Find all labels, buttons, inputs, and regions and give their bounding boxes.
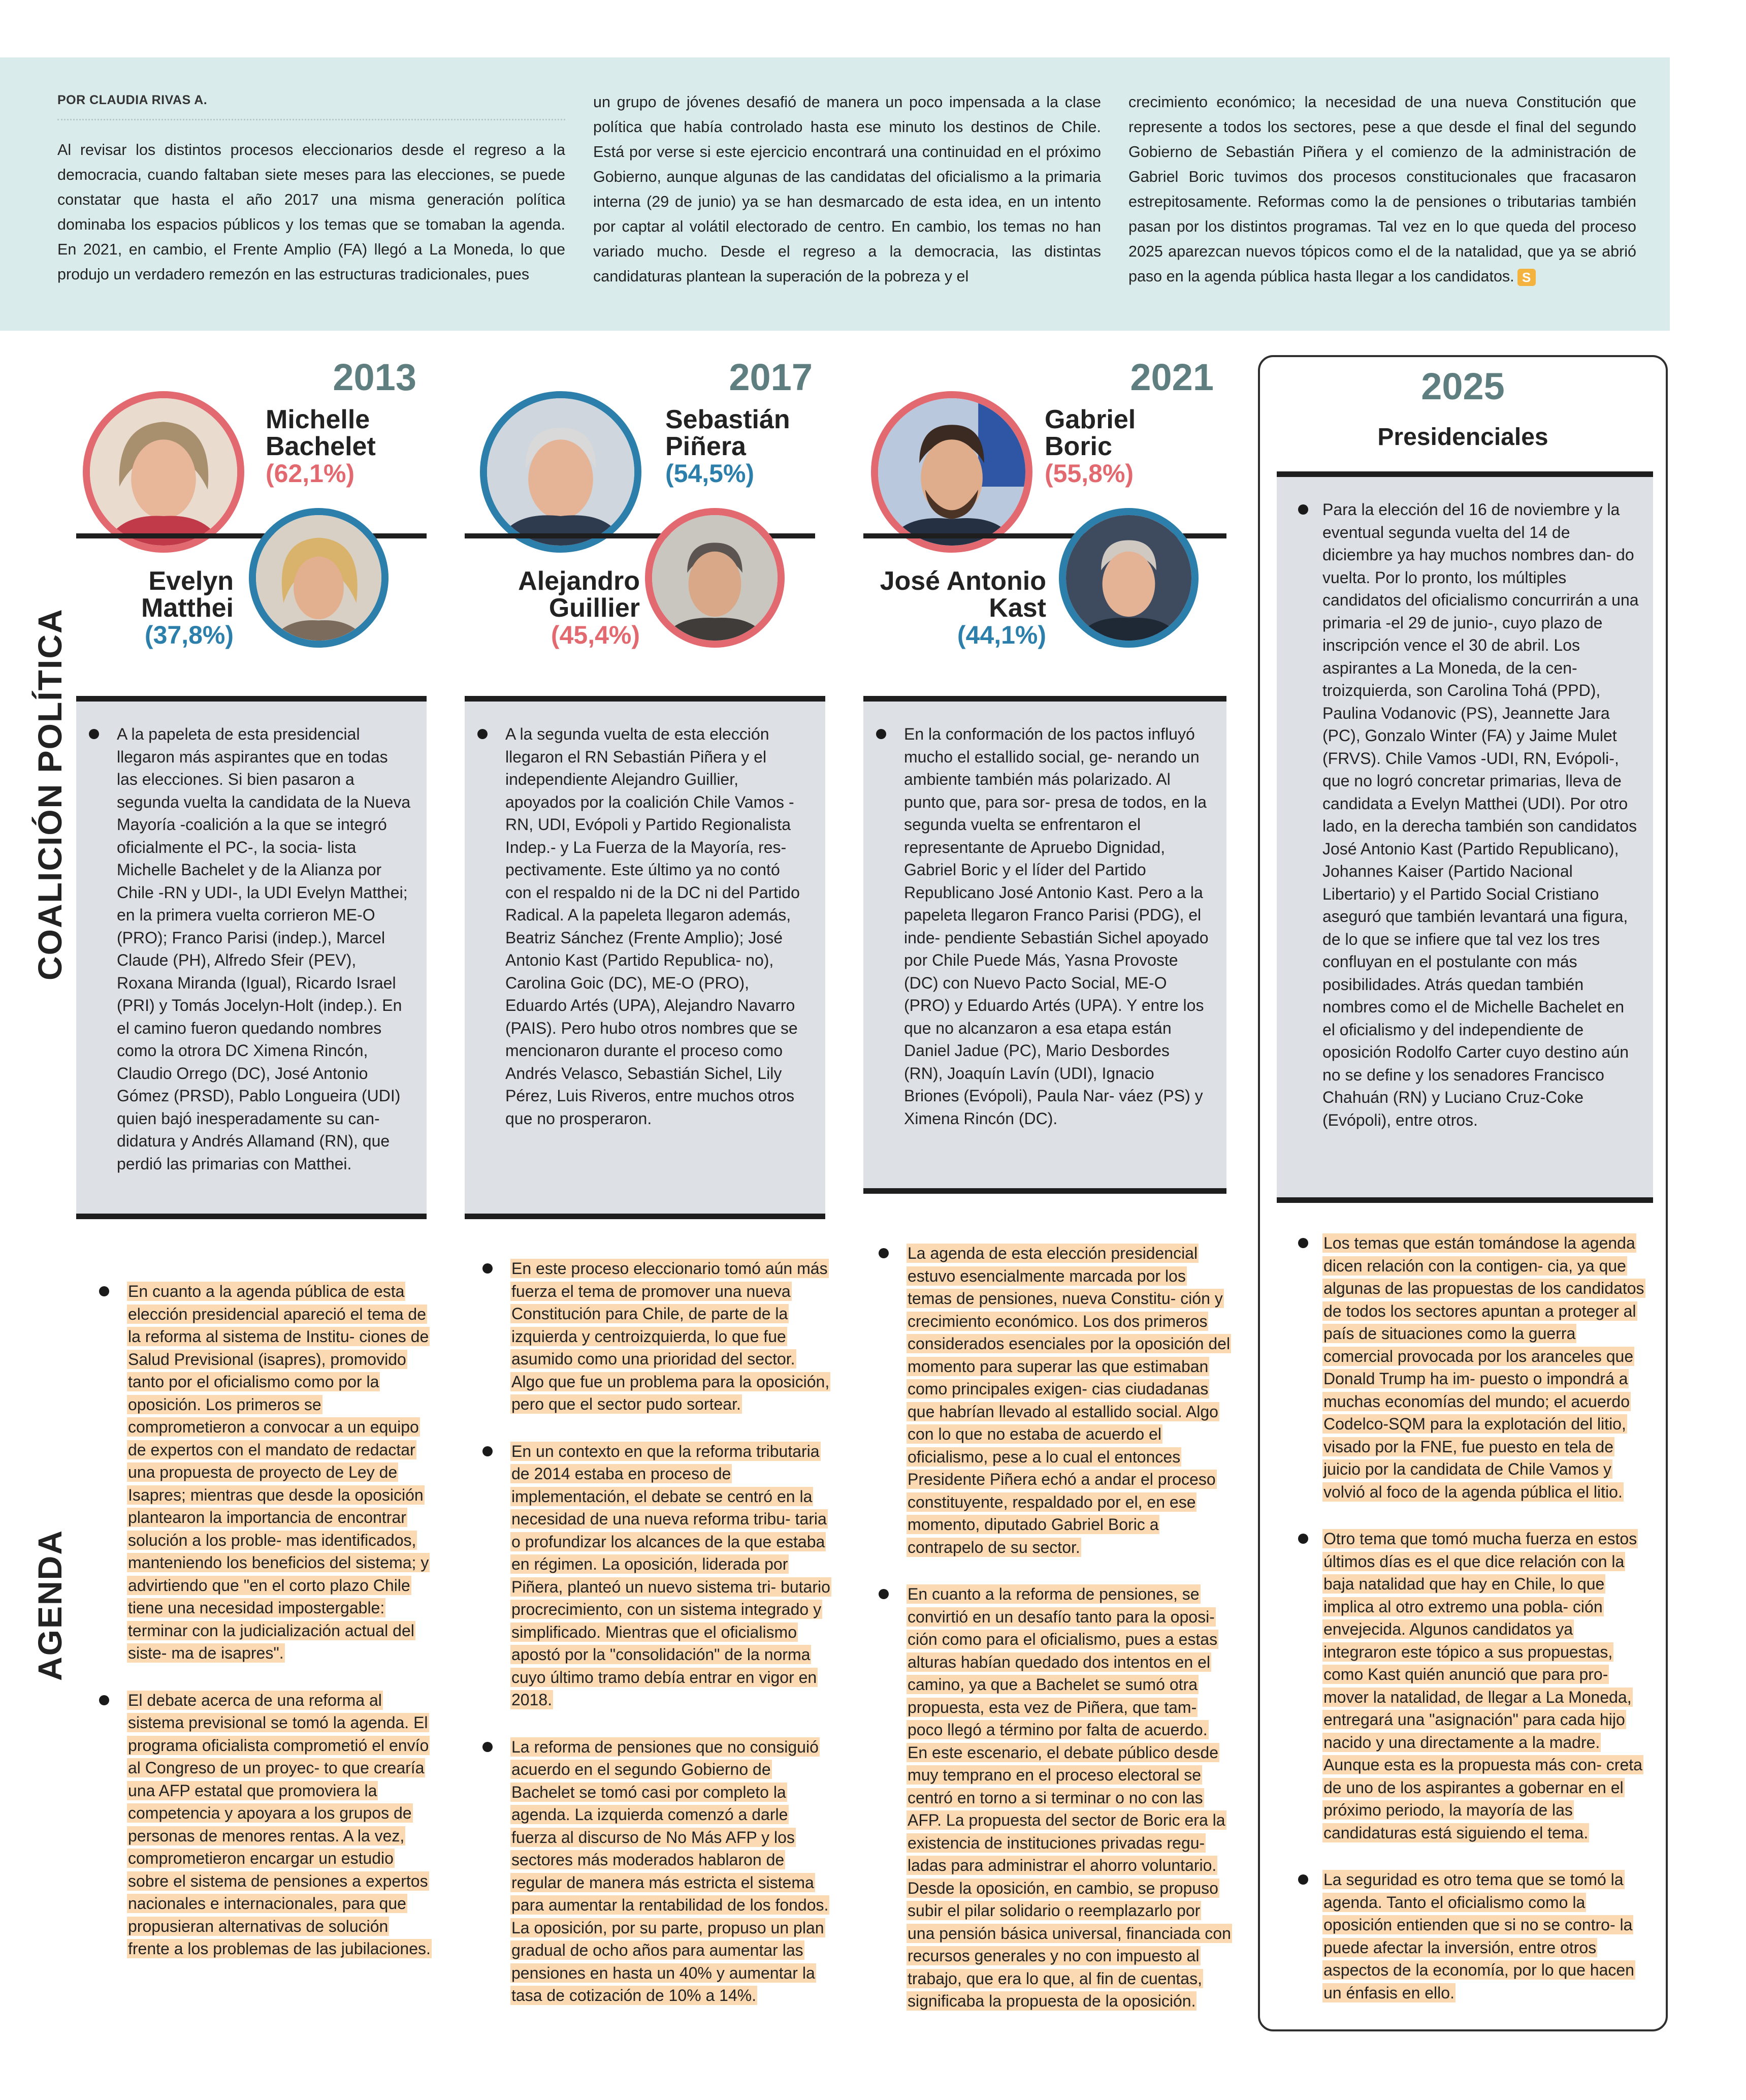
intro-text-1: Al revisar los distintos procesos eleccionarios desde el regreso a la democracia, cuando faltaban siete meses para las elecciones, se puede constatar que hasta el año 2017 una misma generación política dominaba los espacios públicos y los temas que se tomaban la agenda. En 2021, en cambio, el Frente Amplio (FA) llegó a La Moneda, lo que produjo un verdadero remezón en las estructuras tradicionales, pues (57, 141, 565, 283)
bullet-icon (477, 729, 488, 739)
kast-photo (1059, 508, 1199, 648)
panel-2025 (1258, 355, 1668, 2031)
winner-pct: (62,1%) (266, 459, 355, 488)
coalicion-item (76, 723, 411, 1175)
bullet-icon (1298, 1238, 1308, 1248)
boric-photo (871, 391, 1032, 553)
loser-last-name: Guillier (548, 593, 640, 623)
intro-column-2 (593, 90, 1101, 289)
end-mark-icon: S (1517, 269, 1536, 286)
bullet-icon (1298, 1874, 1308, 1885)
loser-last-name: Kast (989, 593, 1046, 623)
winner-last-name: Bachelet (266, 432, 376, 461)
intro-column-1 (57, 93, 565, 287)
agenda-text: La seguridad es otro tema que se tomó la agenda. Tanto el oficialismo como la oposición entienden que si no se contro- la puede afectar la inversión, entre otros aspectos de la economía, por lo que hacen un énfasis en ello. (1323, 1870, 1634, 2002)
agenda-2021 (866, 1242, 1232, 2037)
intro-text-3 (1128, 90, 1636, 289)
panel-subtitle: Presidenciales (1377, 424, 1548, 451)
loser-last-name: Matthei (141, 593, 234, 623)
winner-first-name: Gabriel (1045, 405, 1136, 434)
winner-first-name: Sebastián (665, 405, 790, 434)
coalicion-text: A la segunda vuelta de esta elección llegaron el RN Sebastián Piñera y el independiente Alejandro Guillier, apoyados por la coalición Chile Vamos -RN, UDI, Evópoli y Partido Regionalista Indep.- y La Fuerza de la Mayoría, res- pectivamente. Este último ya no contó con el respaldo ni de la DC ni del Partido Radical. A la papeleta llegaron además, Beatriz Sánchez (Frente Amplio); José Antonio Kast (Partido Republica- no), Carolina Goic (DC), ME-O (PRO), Eduardo Artés (UPA), Alejandro Navarro (PAIS). Pero hubo otros nombres que se mencionaron durante el proceso como Andrés Velasco, Sebastián Sichel, Lily Pérez, Luis Riveros, entre muchos otros que no prosperaron. (505, 725, 800, 1128)
bullet-icon (1298, 504, 1308, 515)
agenda-text: En cuanto a la agenda pública de esta elección presidencial apareció el tema de la reforma al sistema de Institu- ciones de Salud Previsional (isapres), promovido tanto por el oficialismo como por la oposición. Los primeros se comprometieron a convocar a un equipo de expertos con el mandato de redactar una propuesta de proyecto de Ley de Isapres; mientras que desde la oposición plantearon la importancia de encontrar solución a los proble- mas identificados, manteniendo los beneficios del sistema; y advirtiendo que "en el corto plazo Chile tiene una necesidad impostergable: terminar con la judicialización actual del siste- ma de isapres". (128, 1282, 429, 1662)
year-2025: 2025 (1421, 365, 1505, 407)
coalicion-box-2021 (863, 696, 1226, 1194)
agenda-text: El debate acerca de una reforma al sistema previsional se tomó la agenda. El programa oficialista comprometió el envío al Congreso de un proyec- to que crearía una AFP estatal que promoviera la competencia y apoyara a los grupos de personas de menores rentas. A la vez, comprometieron encargar un estudio sobre el sistema de pensiones a expertos nacionales e internacionales, para que propusieran alternativas de solución frente a los problemas de las jubilaciones. (128, 1691, 431, 1958)
year-2021: 2021 (1130, 356, 1214, 398)
pinera-photo (480, 391, 641, 553)
agenda-text: En este proceso eleccionario tomó aún más fuerza el tema de promover una nueva Constitución para Chile, de parte de la izquierda y centroizquierda, lo que fue asumido como una prioridad del sector. Algo que fue un problema para la oposición, pero que el sector pudo sortear. (511, 1259, 830, 1413)
bullet-icon (89, 729, 99, 739)
winner-2017 (665, 406, 790, 487)
bullet-icon (879, 1248, 889, 1258)
loser-2021 (874, 568, 1046, 649)
intro-column-3 (1128, 90, 1636, 289)
agenda-2017 (470, 1257, 830, 2031)
agenda-text: La reforma de pensiones que no consiguió acuerdo en el segundo Gobierno de Bachelet se tomó casi por completo la agenda. La izquierda comenzó a darle fuerza al discurso de No Más AFP y los sectores más moderados hablaron de regular de manera más estricta el sistema para aumentar la rentabilidad de los fondos. La oposición, por su parte, propuso un plan gradual de ocho años para aumentar las pensiones en hasta un 40% y aumentar la tasa de cotización de 10% a 14%. (511, 1737, 829, 2004)
coalicion-item (465, 723, 810, 1130)
winner-2013 (266, 406, 376, 487)
label-agenda: AGENDA (31, 1530, 69, 1681)
year-2017: 2017 (729, 356, 813, 398)
coalicion-text: Para la elección del 16 de noviembre y la eventual segunda vuelta del 14 de diciembre ya hay muchos nombres dan- do vuelta. Por lo pronto, los múltiples candidatos del oficialismo concurrirán a una primaria -el 29 de junio-, cuyo plazo de inscripción vence el 30 de abril. Los aspirantes a La Moneda, de la cen- troizquierda, son Carolina Tohá (PPD), Paulina Vodanovic (PS), Jeannette Jara (PC), Gonzalo Winter (FA) y Jaime Mulet (FRVS). Chile Vamos -UDI, RN, Evópoli-, que no logró concretar primarias, lleva de candidata a Evelyn Matthei (UDI). Por otro lado, en la derecha también son candidatos José Antonio Kast (Partido Republicano), Johannes Kaiser (Partido Nacional Libertario) y el Partido Social Cristiano aseguró que también levantará una figura, de lo que se infiere que tal vez los tres confluyan en el postulante con más posibilidades. Atrás quedan también nombres como el de Michelle Bachelet en el oficialismo y del independiente de oposición Rodolfo Carter cuyo destino aún no se define y los senadores Francisco Chahuán (RN) y Luciano Cruz-Coke (Evópoli), entre otros. (1322, 500, 1639, 1129)
matthei-photo (249, 508, 389, 648)
agenda-item (1277, 1528, 1647, 1844)
agenda-2025 (1277, 1232, 1647, 2028)
winner-first-name: Michelle (266, 405, 370, 434)
agenda-item (866, 1242, 1232, 1558)
agenda-text: La agenda de esta elección presidencial estuvo esencialmente marcada por los temas de pensiones, nueva Constitu- ción y crecimiento económico. Los dos primeros considerados esenciales por la oposición del momento para superar las que estimaban como principales exigen- cias ciudadanas que habrían llevado al estallido social. Algo con lo que no estaba de acuerdo el oficialismo, pese a lo cual el entonces Presidente Piñera echó a andar el proceso constituyente, respaldado por el, en ese momento, diputado Gabriel Boric a contrapelo de su sector. (908, 1244, 1231, 1556)
winner-2021 (1045, 406, 1136, 487)
bullet-icon (1298, 1534, 1308, 1544)
intro-band (0, 57, 1670, 331)
bullet-icon (99, 1695, 109, 1705)
agenda-2013 (86, 1280, 432, 1985)
loser-pct: (44,1%) (957, 621, 1046, 649)
agenda-text: En cuanto a la reforma de pensiones, se convirtió en un desafío tanto para la oposi- ción como para el oficialismo, pues a estas alturas habían quedado dos intentos en el camino, ya que a Bachelet se sumó otra propuesta, esta vez de Piñera, que tam- poco llegó a término por falta de acuerdo. En este escenario, el debate público desde muy temprano en el proceso electoral se centró en torno a si terminar o no con las AFP. La propuesta del sector de Boric era la existencia de instituciones privadas regu- ladas para administrar el ahorro voluntario. Desde la oposición, en cambio, se propuso subir el pilar solidario o reemplazarlo por una pensión básica universal, financiada con recursos generales y no con impuesto al trabajo, que era lo que, al fin de cuentas, significaba la propuesta de la oposición. (908, 1585, 1231, 2010)
coalicion-box-2013 (76, 696, 427, 1219)
bullet-icon (879, 1589, 889, 1599)
intro-text-2: un grupo de jóvenes desafió de manera un poco impensada a la clase política que había controlado hasta ese minuto los destinos de Chile. Está por verse si este ejercicio encontrará una continuidad en el próximo Gobierno, aunque algunas de las candidatas del oficialismo a la primaria interna (29 de junio) ya se han desmarcado de esta idea, en un intento por captar al volátil electorado de centro. En cambio, los temas no han variado mucho. Desde el regreso a la democracia, las distintas candidaturas plantean la superación de la pobreza y el (593, 93, 1101, 285)
agenda-text: Los temas que están tomándose la agenda dicen relación con la contigen- cia, ya que algunas de las propuestas de los candidatos de todos los sectores apuntan a proteger al país de situaciones como la guerra comercial provocada por los aranceles que Donald Trump ha im- puesto o impondrá a muchas economías del mundo; el acuerdo Codelco-SQM para la explotación del litio, visado por la FNE, fue puesto en tela de juicio por la candidata de Chile Vamos y volvió al foco de la agenda pública el litio. (1323, 1234, 1644, 1501)
loser-first-name: Evelyn (148, 566, 234, 596)
agenda-text: En un contexto en que la reforma tributaria de 2014 estaba en proceso de implementación, el debate se centró en la necesidad de una nueva reforma tribu- taria o profundizar los alcances de la que estaba en régimen. La oposición, liderada por Piñera, planteó un nuevo sistema tri- butario procrecimiento, con un sistema integrado y simplificado. Mientras que el oficialismo apostó por la "consolidación" de la norma cuyo último tramo debía entrar en vigor en 2018. (511, 1442, 830, 1709)
winner-pct: (54,5%) (665, 459, 755, 488)
coalicion-box-2017 (465, 696, 825, 1219)
agenda-item (1277, 1232, 1647, 1503)
loser-2017 (488, 568, 640, 649)
agenda-item (470, 1257, 830, 1416)
agenda-item (1277, 1868, 1647, 2004)
year-2013: 2013 (333, 356, 416, 398)
coalicion-text: En la conformación de los pactos influyó mucho el estallido social, ge- nerando un ambiente también más polarizado. Al punto que, para sor- presa de todos, en la segunda vuelta se enfrentaron el representante de Apruebo Dignidad, Gabriel Boric y el líder del Partido Republicano José Antonio Kast. Pero a la papeleta llegaron Franco Parisi (PDG), el inde- pendiente Sebastián Sichel apoyado por Chile Puede Más, Yasna Provoste (DC) con Nuevo Pacto Social, ME-O (PRO) y Eduardo Artés (UPA). Y entre los que no alcanzaron a esa etapa están Daniel Jadue (PC), Mario Desbordes (RN), Joaquín Lavín (UDI), Ignacio Briones (Evópoli), Paula Nar- váez (PS) y Ximena Rincón (DC). (904, 725, 1209, 1128)
loser-pct: (37,8%) (144, 621, 234, 649)
agenda-item (866, 1583, 1232, 2013)
loser-first-name: José Antonio (880, 566, 1046, 596)
agenda-item (86, 1689, 432, 1960)
agenda-item (86, 1280, 432, 1665)
byline: POR CLAUDIA RIVAS A. (57, 93, 565, 120)
bullet-icon (99, 1286, 109, 1296)
bullet-icon (876, 729, 886, 739)
bullet-icon (482, 1263, 493, 1274)
coalicion-text: A la papeleta de esta presidencial llegaron más aspirantes que en todas las elecciones. Si bien pasaron a segunda vuelta la candidata de la Nueva Mayoría -coalición a la que se integró oficialmente el PC-, la socia- lista Michelle Bachelet y de la Alianza por Chile -RN y UDI-, la UDI Evelyn Matthei; en la primera vuelta corrieron ME-O (PRO); Franco Parisi (indep.), Marcel Claude (PH), Alfredo Sfeir (PEV), Roxana Miranda (Igual), Ricardo Israel (PRI) y Tomás Jocelyn-Holt (indep.). En el camino fueron quedando nombres como la otrora DC Ximena Rincón, Claudio Orrego (DC), José Antonio Gómez (PRSD), Pablo Longueira (UDI) quien bajó inesperadamente su can- didatura y Andrés Allamand (RN), que perdió las primarias con Matthei. (117, 725, 411, 1173)
winner-last-name: Boric (1045, 432, 1112, 461)
loser-first-name: Alejandro (518, 566, 640, 596)
coalicion-item (1277, 498, 1641, 1131)
label-coalicion: COALICIÓN POLÍTICA (31, 608, 69, 980)
intro-text-3-body: crecimiento económico; la necesidad de una nueva Constitución que represente a todos los sectores, pese a que desde el final del segundo Gobierno de Sebastián Piñera y el comienzo de la administración de Gabriel Boric tuvimos dos procesos constitucionales que fracasaron estrepitosamente. Reformas como la de pensiones o tributarias también pasan por los distintos programas. Tal vez en lo que queda del proceso 2025 aparezcan nuevos tópicos como el de la natalidad, que ya se abrió paso en la agenda pública hasta llegar a los candidatos. (1128, 93, 1636, 285)
loser-2013 (91, 568, 234, 649)
loser-pct: (45,4%) (551, 621, 640, 649)
bullet-icon (482, 1446, 493, 1456)
winner-pct: (55,8%) (1045, 459, 1134, 488)
guillier-photo (645, 508, 785, 648)
coalicion-box-2025 (1277, 471, 1653, 1203)
bullet-icon (482, 1742, 493, 1752)
winner-last-name: Piñera (665, 432, 746, 461)
agenda-item (470, 1736, 830, 2007)
agenda-item (470, 1440, 830, 1711)
bachelet-photo (83, 391, 244, 553)
agenda-text: Otro tema que tomó mucha fuerza en estos últimos días es el que dice relación con la baja natalidad que hay en Chile, lo que implica al otro extremo una pobla- ción envejecida. Algunos candidatos ya integraron este tópico a sus propuestas, como Kast quién anunció que para pro- mover la natalidad, de llegar a La Moneda, entregará una "asignación" para cada hijo nacido y una directamente a la madre. Aunque esta es la propuesta más con- creta de uno de los aspirantes a gobernar en el próximo periodo, la mayoría de las candidaturas está siguiendo el tema. (1323, 1530, 1642, 1842)
coalicion-item (863, 723, 1211, 1130)
